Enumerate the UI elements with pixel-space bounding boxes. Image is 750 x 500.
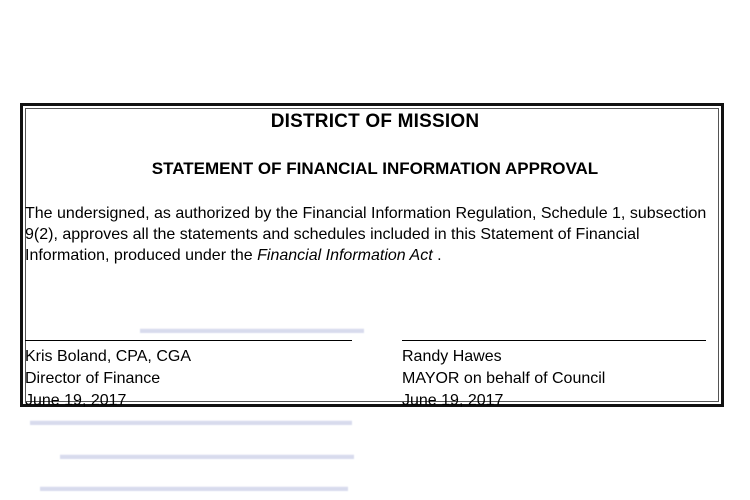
body-line-2: 9(2), approves all the statements and schedules included in this Statement of Financial	[25, 226, 640, 243]
signature-line-right	[402, 340, 706, 341]
signatory-block-mayor	[402, 346, 605, 412]
bleed-through-mark: ▬▬▬▬▬▬▬▬▬▬▬▬▬▬▬▬▬▬▬▬▬	[60, 446, 354, 462]
bleed-through-mark: ▬▬▬▬▬▬▬▬▬▬▬▬▬▬▬▬	[140, 320, 364, 336]
signatory-date: June 19, 2017	[402, 392, 504, 409]
signatory-block-finance	[25, 346, 191, 412]
act-name: Financial Information Act	[257, 247, 433, 264]
bleed-through-mark: ▬▬▬▬▬▬▬▬▬▬▬▬▬▬▬▬▬▬▬▬▬▬	[40, 478, 348, 494]
signature-line-left	[25, 340, 352, 341]
bleed-through-mark: ▬▬▬▬▬▬▬▬▬▬▬▬▬▬▬▬▬▬▬▬▬▬▬	[30, 412, 352, 428]
signatory-name: Kris Boland, CPA, CGA	[25, 348, 191, 365]
approval-body-text	[25, 203, 725, 266]
signatory-date: June 19, 2017	[25, 392, 127, 409]
body-line-3-suffix: .	[432, 247, 442, 264]
body-line-1: The undersigned, as authorized by the Financial Information Regulation, Schedule 1, subsection	[25, 205, 707, 222]
body-line-3-prefix: Information, produced under the	[25, 247, 258, 264]
body-line-3	[25, 245, 725, 266]
district-title: DISTRICT OF MISSION	[270, 111, 480, 132]
signatory-title: Director of Finance	[25, 370, 161, 387]
signatory-title: MAYOR on behalf of Council	[402, 370, 606, 387]
signatory-name: Randy Hawes	[402, 348, 502, 365]
statement-title: STATEMENT OF FINANCIAL INFORMATION APPROVAL	[151, 159, 599, 178]
